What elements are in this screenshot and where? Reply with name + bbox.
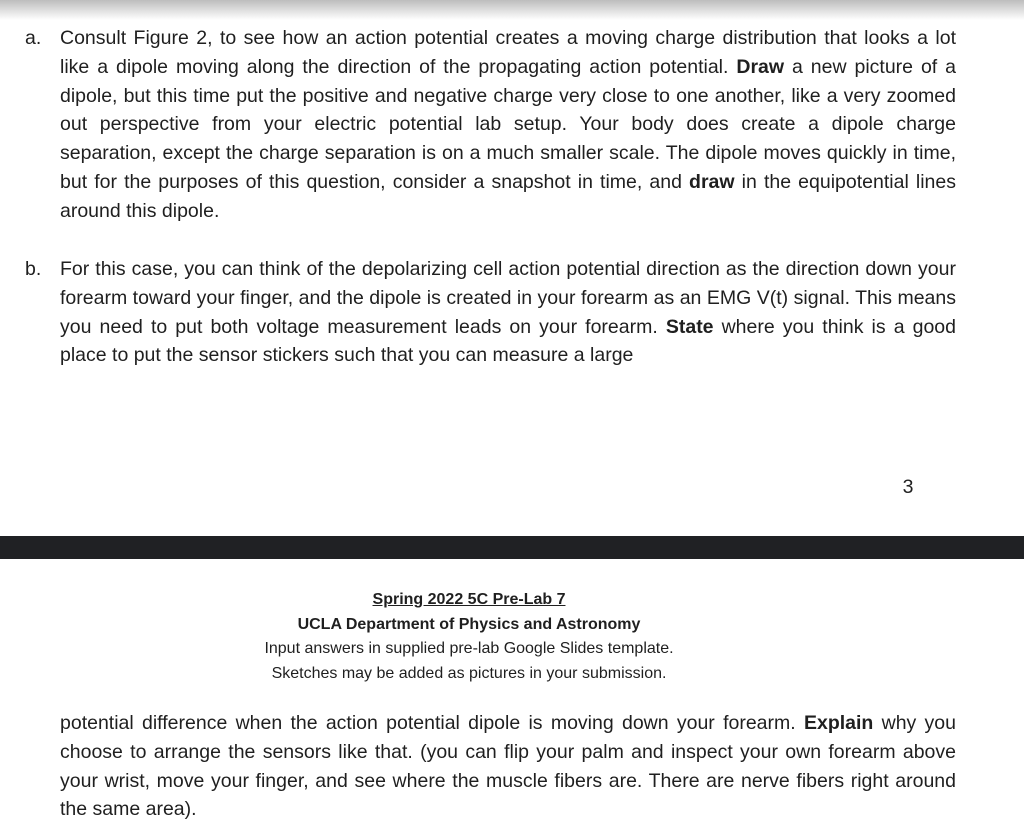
item-b-bold-state: State [665,315,714,338]
item-marker-b: b. [25,258,42,280]
header-title: Spring 2022 5C Pre-Lab 7 [372,591,566,608]
item-a-bold-draw: draw [689,170,735,193]
item-marker-a: a. [25,27,42,49]
page-header [0,588,938,686]
page-number: 3 [902,476,914,498]
item-b-segment: where you think is a good place to put the sensor stickers such that you can measure a large [60,315,956,367]
header-instruction-line: Input answers in supplied pre-lab Google Slides template. [264,640,674,657]
continuation-bold-explain: Explain [803,712,874,734]
item-a-segment: in the equipotential lines around this dipole. [60,170,956,222]
header-instruction-line: Sketches may be added as pictures in your submission. [271,664,667,682]
page-divider [0,536,1024,559]
continuation-text [60,709,956,824]
continuation-segment: why you choose to arrange the sensors like that. (you can flip your palm and inspect your own forearm above your wrist, move your finger, and see where the muscle fibers are. There are nerve fibers right around the same area). [60,712,956,821]
page-top-shadow [0,0,1024,20]
item-a-bold-draw: Draw [736,55,785,78]
continuation-segment: potential difference when the action potential dipole is moving down your forearm. [60,712,804,734]
item-a-segment: Consult Figure 2, to see how an action potential creates a moving charge distribution that looks a lot like a dipole moving along the direction of the propagating action potential. [60,27,956,78]
item-text-b [60,255,956,370]
item-b-segment: For this case, you can think of the depolarizing cell action potential direction as the direction down your forearm toward your finger, and the dipole is created in your forearm as an EMG V(t) signal. This means you need to put both voltage measurement leads on your forearm. [60,258,956,338]
item-text-a [60,24,956,226]
header-department: UCLA Department of Physics and Astronomy [297,615,641,633]
item-a-segment: a new picture of a dipole, but this time put the positive and negative charge very close to one another, like a very zoomed out perspective from your electric potential lab setup. Your body does create a dipole charge separation, except the charge separation is on a much smaller scale. The dipole moves quickly in time, but for the purposes of this question, consider a snapshot in time, and [60,55,956,193]
